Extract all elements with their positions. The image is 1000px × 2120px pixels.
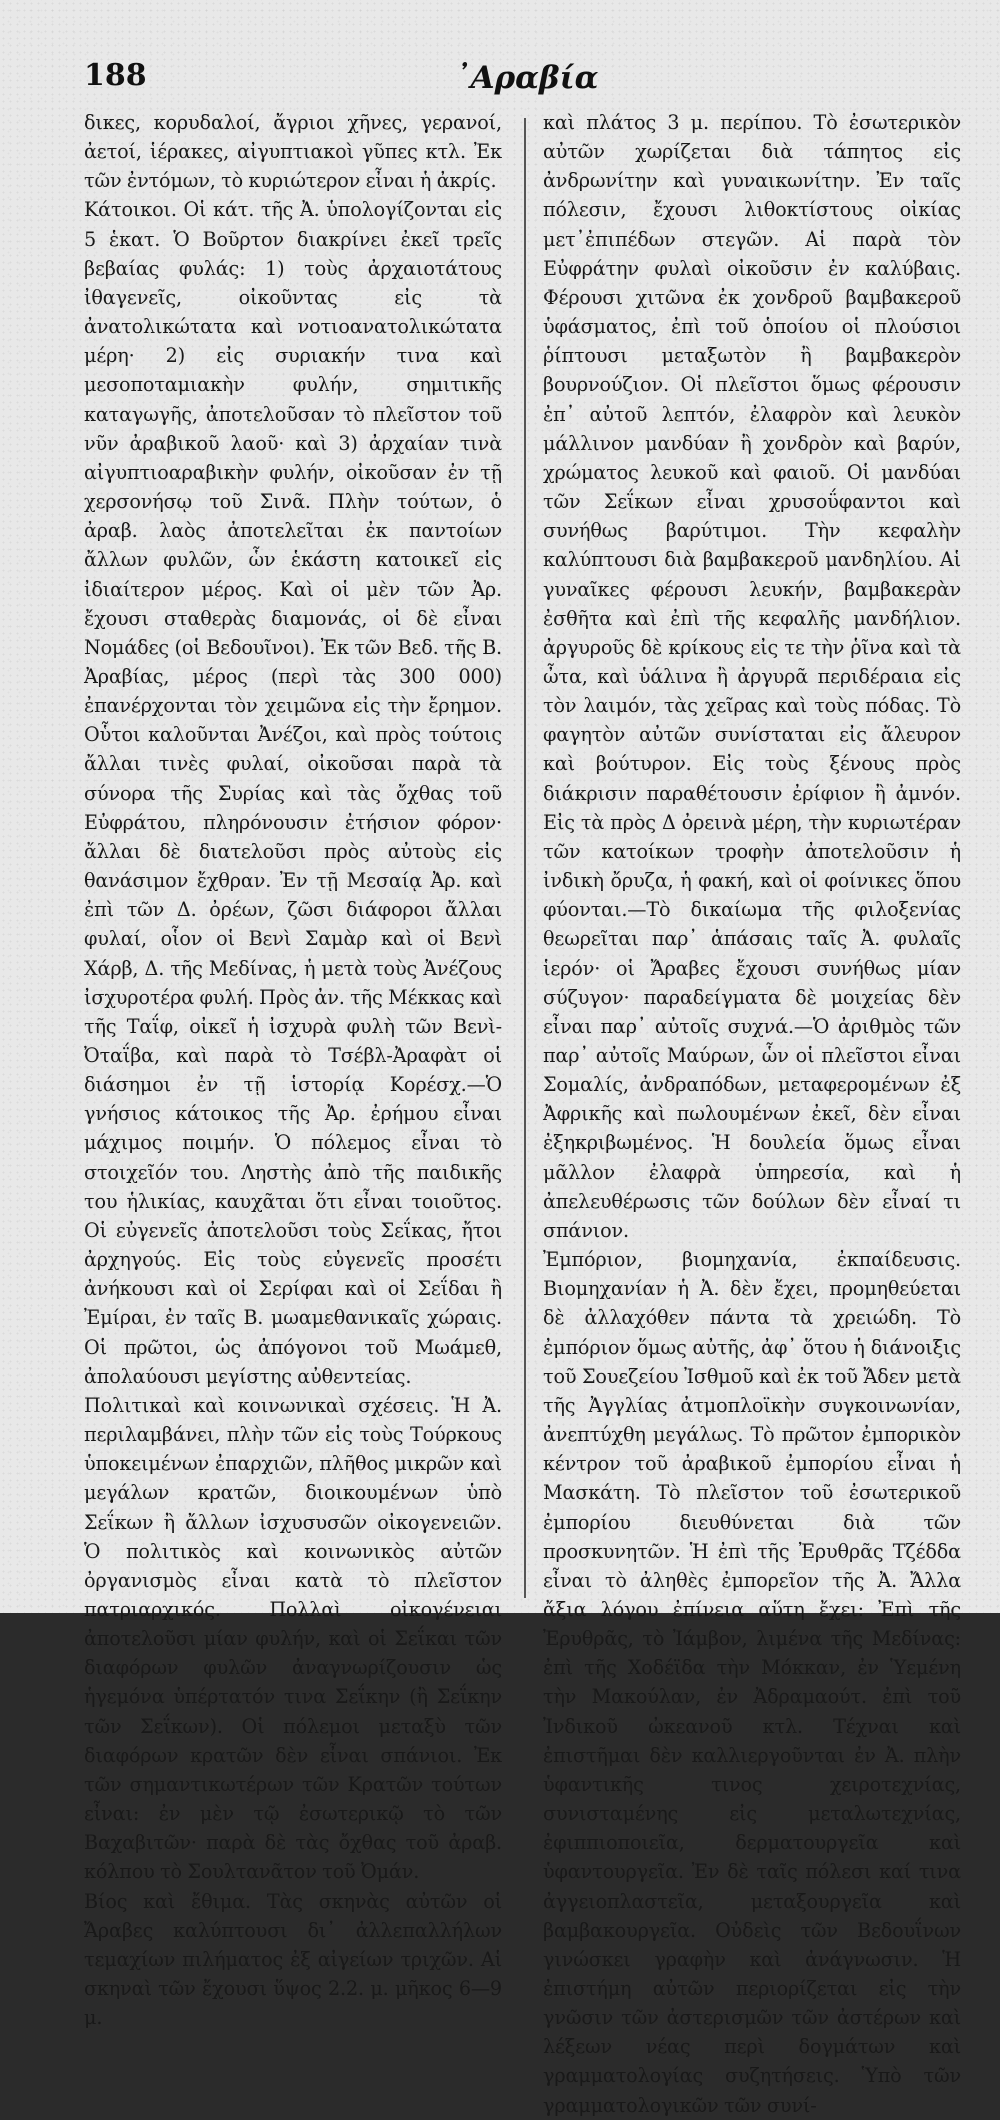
left-paragraph-1: δικες, κορυδαλοί, ἄγριοι χῆνες, γερανοί, ἀετοί, ἱέρακες, αἰγυπτιακοὶ γῦπες κτλ. Ἐκ τῶν ἐντόμων, τὸ κυριώτερον εἶναι ἡ ἀκρίς. <box>84 111 502 193</box>
left-paragraph-4: Βίος καὶ ἔθιμα. Τὰς σκηνὰς αὐτῶν οἱ Ἄραβες καλύπτουσι δι᾿ ἀλλεπαλλήλων τεμαχίων πιλήματος ἐξ αἰγείων τριχῶν. Αἱ σκηναὶ τῶν ἔχουσι ὕψος 2.2. μ. μῆκος 6—9 μ. <box>84 1889 502 2030</box>
left-paragraph-3: Πολιτικαὶ καὶ κοινωνικαὶ σχέσεις. Ἡ Ἀ. περιλαμβάνει, πλὴν τῶν εἰς τοὺς Τούρκους ὑποκειμένων ἐπαρχιῶν, πλῆθος μικρῶν καὶ μεγάλων κρατῶν, διοικουμένων ὑπὸ Σεΐκων ἢ ἄλλων ἰσχυσυσῶν οἰκογενειῶν. Ὁ πολιτικὸς καὶ κοινωνικὸς αὐτῶν ὀργανισμὸς εἶναι κατὰ τὸ πλεῖστον πατριαρχικός. Πολλαὶ οἰκογένειαι ἀποτελοῦσι μίαν φυλήν, καὶ οἱ Σεΐκαι τῶν διαφόρων φυλῶν ἀναγνωρίζουσιν ὡς ἡγεμόνα ὑπέρτατόν τινα Σεΐκην (ἢ Σεΐκην τῶν Σεΐκων). Οἱ πόλεμοι μεταξὺ τῶν διαφόρων κρατῶν δὲν εἶναι σπάνιοι. Ἐκ τῶν σημαντικωτέρων τῶν Κρατῶν τούτων εἶναι: ἐν μὲν τῷ ἐσωτερικῷ τὸ τῶν Βαχαβιτῶν· παρὰ δὲ τὰς ὄχθας τοῦ ἀραβ. κόλπου τὸ Σουλτανᾶτον τοῦ Ὀμάν. <box>84 1393 502 1884</box>
page-number: 188 <box>84 58 147 93</box>
right-paragraph-1: καὶ πλάτος 3 μ. περίπου. Τὸ ἐσωτερικὸν αὐτῶν χωρίζεται διὰ τάπητος εἰς ἀνδρωνίτην καὶ γυναικωνίτην. Ἐν ταῖς πόλεσιν, ἔχουσι λιθοκτίστους οἰκίας μετ᾿ἐπιπέδων στεγῶν. Αἱ παρὰ τὸν Εὐφράτην φυλαὶ οἰκοῦσιν ἐν καλύβαις. Φέρουσι χιτῶνα ἐκ χονδροῦ βαμβακεροῦ ὑφάσματος, ἐπὶ τοῦ ὁποίου οἱ πλούσιοι ῥίπτουσι μεταξωτὸν ἢ βαμβακερὸν βουρνούζιον. Οἱ πλεῖστοι ὅμως φέρουσιν ἐπ᾿ αὐτοῦ λεπτόν, ἐλαφρὸν καὶ λευκὸν μάλλινον μανδύαν ἢ χονδρὸν καὶ βαρύν, χρώματος λευκοῦ καὶ φαιοῦ. Οἱ μανδύαι τῶν Σεΐκων εἶναι χρυσοΰφαντοι καὶ συνήθως βαρύτιμοι. Τὴν κεφαλὴν καλύπτουσι διὰ βαμβακεροῦ μανδηλίου. Αἱ γυναῖκες φέρουσι λευκήν, βαμβακερὰν ἐσθῆτα καὶ ἐπὶ τῆς κεφαλῆς μανδήλιον. ἀργυροῦς δὲ κρίκους εἰς τε τὴν ῥῖνα καὶ τὰ ὦτα, καὶ ὑάλινα ἢ ἀργυρᾶ περιδέραια εἰς τὸν λαιμόν, τὰς χεῖρας καὶ τοὺς πόδας. Τὸ φαγητὸν αὐτῶν συνίσταται εἰς ἄλευρον καὶ βούτυρον. Εἰς τοὺς ξένους πρὸς διάκρισιν παραθέτουσιν ἐρίφιον ἢ ἀμνόν. Εἰς τὰ πρὸς Δ ὀρεινὰ μέρη, τὴν κυριωτέραν τῶν κατοίκων τροφὴν ἀποτελοῦσιν ἡ ἰνδικὴ ὄρυζα, ἡ φακή, καὶ οἱ φοίνικες ὅπου φύονται.—Τὸ δικαίωμα τῆς φιλοξενίας θεωρεῖται παρ᾿ ἁπάσαις ταῖς Ἀ. φυλαῖς ἱερόν· οἱ Ἄραβες ἔχουσι συνήθως μίαν σύζυγον· παραδείγματα δὲ μοιχείας δὲν εἶναι παρ᾿ αὐτοῖς συχνά.—Ὁ ἀριθμὸς τῶν παρ᾿ αὐτοῖς Μαύρων, ὧν οἱ πλεῖστοι εἶναι Σομαλίς, ἀνδραπόδων, μεταφερομένων ἐξ Ἀφρικῆς καὶ πωλουμένων ἐκεῖ, δὲν εἶναι ἐξηκριβωμένος. Ἡ δουλεία ὅμως εἶναι μᾶλλον ἐλαφρὰ ὑπηρεσία, καὶ ἡ ἀπελευθέρωσις τῶν δούλων δὲν εἶναί τι σπάνιον. <box>543 111 961 1242</box>
left-paragraph-2: Κάτοικοι. Οἱ κάτ. τῆς Ἀ. ὑπολογίζονται εἰς 5 ἑκατ. Ὁ Βοῦρτον διακρίνει ἐκεῖ τρεῖς βεβαίας φυλάς: 1) τοὺς ἀρχαιοτάτους ἰθαγενεῖς, οἰκοῦντας εἰς τὰ ἀνατολικώτατα καὶ νοτιοανατολικώτατα μέρη· 2) εἰς συριακήν τινα καὶ μεσοποταμιακὴν φυλήν, σημιτικῆς καταγωγῆς, ἀποτελοῦσαν τὸ πλεῖστον τοῦ νῦν ἀραβικοῦ λαοῦ· καὶ 3) ἀρχαίαν τινὰ αἰγυπτιοαραβικὴν φυλήν, οἰκοῦσαν ἐν τῇ χερσονήσῳ τοῦ Σινᾶ. Πλὴν τούτων, ὁ ἀραβ. λαὸς ἀποτελεῖται ἐκ παντοίων ἄλλων φυλῶν, ὧν ἑκάστη κατοικεῖ εἰς ἰδιαίτερον μέρος. Καὶ οἱ μὲν τῶν Ἀρ. ἔχουσι σταθερὰς διαμονάς, οἱ δὲ εἶναι Νομάδες (οἱ Βεδουῖνοι). Ἐκ τῶν Βεδ. τῆς Β. Ἀραβίας, μέρος (περὶ τὰς 300 000) ἐπανέρχονται τὸν χειμῶνα εἰς τὴν ἔρημον. Οὗτοι καλοῦνται Ἀνέζοι, καὶ πρὸς τούτοις ἄλλαι τινὲς φυλαί, οἰκοῦσαι παρὰ τὰ σύνορα τῆς Συρίας καὶ τὰς ὄχθας τοῦ Εὐφράτου, πληρόνουσιν ἐτήσιον φόρον· ἄλλαι δὲ διατελοῦσι πρὸς αὐτοὺς εἰς θανάσιμον ἔχθραν. Ἐν τῇ Μεσαίᾳ Ἀρ. καὶ ἐπὶ τῶν Δ. ὀρέων, ζῶσι διάφοροι ἄλλαι φυλαί, οἷον οἱ Βενὶ Σαμὰρ καὶ οἱ Βενὶ Χάρβ, Δ. τῆς Μεδίνας, ἡ μετὰ τοὺς Ἀνέζους ἰσχυροτέρα φυλή. Πρὸς ἀν. τῆς Μέκκας καὶ τῆς Ταΐφ, οἰκεῖ ἡ ἰσχυρὰ φυλὴ τῶν Βενὶ-Ὀταΐβα, καὶ παρὰ τὸ Τσέβλ-Ἀραφὰτ οἱ διάσημοι ἐν τῇ ἱστορίᾳ Κορέσχ.—Ὁ γνήσιος κάτοικος τῆς Ἀρ. ἐρήμου εἶναι μάχιμος ποιμήν. Ὁ πόλεμος εἶναι τὸ στοιχεῖόν του. Ληστὴς ἀπὸ τῆς παιδικῆς του ἡλικίας, καυχᾶται ὅτι εἶναι τοιοῦτος. Οἱ εὐγενεῖς ἀποτελοῦσι τοὺς Σεΐκας, ἤτοι ἀρχηγούς. Εἰς τοὺς εὐγενεῖς προσέτι ἀνήκουσι καὶ οἱ Σερίφαι καὶ οἱ Σεΐδαι ἢ Ἐμίραι, ἐν ταῖς Β. μωαμεθανικαῖς χώραις. Οἱ πρῶτοι, ὡς ἀπόγονοι τοῦ Μωάμεθ, ἀπολαύουσι μεγίστης αὐθεντείας. <box>84 198 502 1388</box>
column-divider <box>524 118 526 1598</box>
running-title: ᾿Αραβία <box>455 60 599 96</box>
right-paragraph-2: Ἐμπόριον, βιομηχανία, ἐκπαίδευσις. Βιομηχανίαν ἡ Ἀ. δὲν ἔχει, προμηθεύεται δὲ ἀλλαχόθεν πάντα τὰ χρειώδη. Τὸ ἐμπόριον ὅμως αὐτῆς, ἀφ᾿ ὅτου ἡ διάνοιξις τοῦ Σουεζείου Ἰσθμοῦ καὶ ἐκ τοῦ Ἄδεν μετὰ τῆς Ἀγγλίας ἀτμοπλοϊκὴν συγκοινωνίαν, ἀνεπτύχθη μεγάλως. Τὸ πρῶτον ἐμπορικὸν κέντρον τοῦ ἀραβικοῦ ἐμπορίου εἶναι ἡ Μασκάτη. Τὸ πλεῖστον τοῦ ἐσωτερικοῦ ἐμπορίου διευθύνεται διὰ τῶν προσκυνητῶν. Ἡ ἐπὶ τῆς Ἐρυθρᾶς Τζέδδα εἶναι τὸ ἀληθὲς ἐμπορεῖον τῆς Ἀ. Ἄλλα ἄξια λόγου ἐπίνεια αὕτη ἔχει: Ἐπὶ τῆς Ἐρυθρᾶς, τὸ Ἰάμβον, λιμένα τῆς Μεδίνας: ἐπὶ τῆς Χοδέϊδα τὴν Μόκκαν, ἐν Ὑεμένη τὴν Μακούλαν, ἐν Ἀδραμαούτ. ἐπὶ τοῦ Ἰνδικοῦ ὠκεανοῦ κτλ. Τέχναι καὶ ἐπιστῆμαι δὲν καλλιεργοῦνται ἐν Ἀ. πλὴν ὑφαντικῆς τινος χειροτεχνίας, συνισταμένης εἰς μεταλωτεχνίας, ἐφιππιοποιεῖα, δερματουργεῖα καὶ ὑφαντουργεῖα. Ἐν δὲ ταῖς πόλεσι καί τινα ἀγγειοπλαστεῖα, μεταξουργεῖα καὶ βαμβακουργεῖα. Οὐδεὶς τῶν Βεδουΐνων γινώσκει γραφὴν καὶ ἀνάγνωσιν. Ἡ ἐπιστήμη αὐτῶν περιορίζεται εἰς τὴν γνῶσιν τῶν ἀστερισμῶν τῶν ἀστέρων καὶ λέξεων νέας περὶ δογμάτων καὶ γραμματολογίας συζητήσεις. Ὑπὸ τῶν γραμματολογικῶν τῶν συνί- <box>543 1248 961 2117</box>
left-column <box>84 108 502 2032</box>
right-column <box>543 108 961 2120</box>
